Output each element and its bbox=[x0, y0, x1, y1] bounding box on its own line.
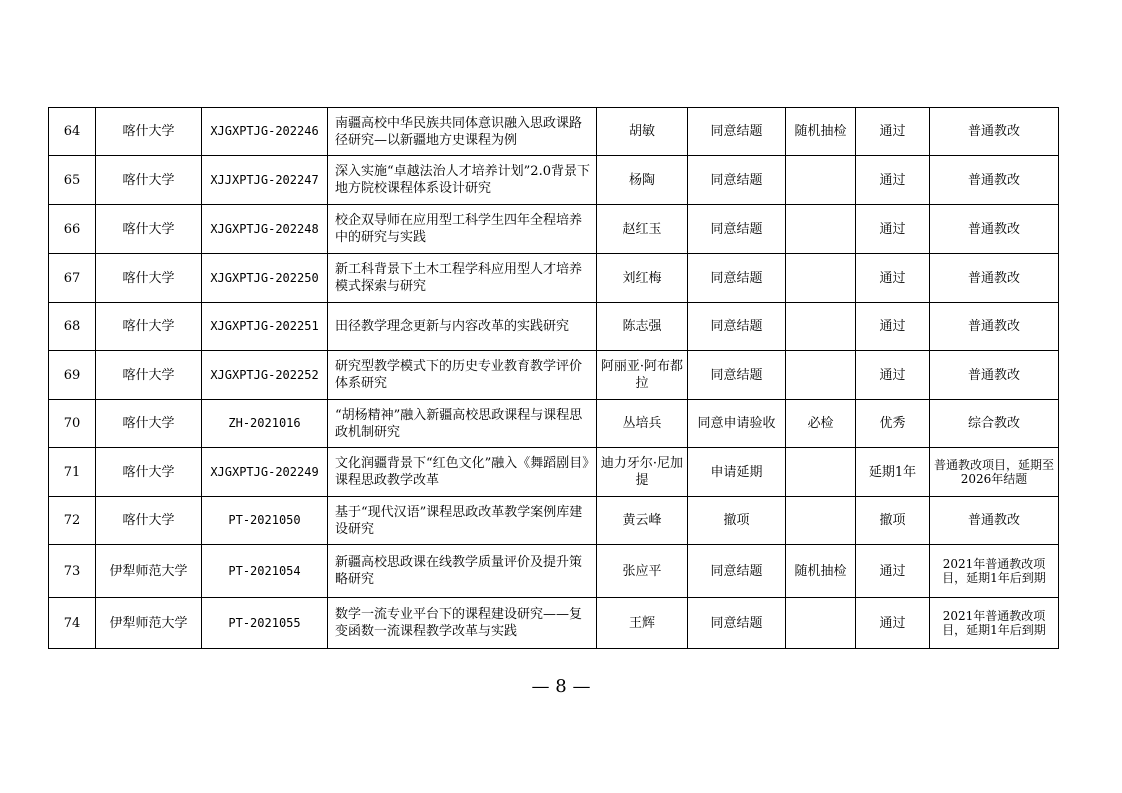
result-cell: 通过 bbox=[856, 156, 930, 205]
table-row bbox=[49, 254, 1059, 303]
note-cell: 普通教改 bbox=[930, 108, 1059, 156]
check-cell: 随机抽检 bbox=[786, 108, 856, 156]
school-cell: 伊犁师范大学 bbox=[96, 545, 202, 598]
opinion-cell: 申请延期 bbox=[688, 448, 786, 497]
opinion-cell: 同意结题 bbox=[688, 254, 786, 303]
opinion-cell: 同意结题 bbox=[688, 108, 786, 156]
result-cell: 优秀 bbox=[856, 400, 930, 448]
result-cell: 通过 bbox=[856, 108, 930, 156]
table-row bbox=[49, 156, 1059, 205]
row-number-cell: 65 bbox=[49, 156, 96, 205]
note-cell: 普通教改 bbox=[930, 351, 1059, 400]
row-number-cell: 68 bbox=[49, 303, 96, 351]
project-code-cell: XJGXPTJG-202250 bbox=[202, 254, 328, 303]
table-row bbox=[49, 448, 1059, 497]
school-cell: 喀什大学 bbox=[96, 303, 202, 351]
check-cell bbox=[786, 497, 856, 545]
leader-cell: 王辉 bbox=[597, 598, 688, 649]
result-cell: 撤项 bbox=[856, 497, 930, 545]
check-cell bbox=[786, 598, 856, 649]
result-cell: 通过 bbox=[856, 254, 930, 303]
check-cell bbox=[786, 303, 856, 351]
school-cell: 喀什大学 bbox=[96, 351, 202, 400]
opinion-cell: 同意结题 bbox=[688, 598, 786, 649]
result-cell: 通过 bbox=[856, 351, 930, 400]
note-cell: 综合教改 bbox=[930, 400, 1059, 448]
project-title-cell: 新工科背景下土木工程学科应用型人才培养模式探索与研究 bbox=[328, 254, 597, 303]
check-cell bbox=[786, 254, 856, 303]
note-cell: 2021年普通教改项目，延期1年后到期 bbox=[930, 598, 1059, 649]
project-title-cell: 基于“现代汉语”课程思政改革教学案例库建设研究 bbox=[328, 497, 597, 545]
check-cell bbox=[786, 205, 856, 254]
project-code-cell: XJGXPTJG-202248 bbox=[202, 205, 328, 254]
project-code-cell: PT-2021055 bbox=[202, 598, 328, 649]
note-cell: 普通教改项目，延期至2026年结题 bbox=[930, 448, 1059, 497]
school-cell: 喀什大学 bbox=[96, 400, 202, 448]
project-table bbox=[48, 107, 1059, 649]
project-code-cell: XJGXPTJG-202246 bbox=[202, 108, 328, 156]
project-code-cell: PT-2021050 bbox=[202, 497, 328, 545]
result-cell: 通过 bbox=[856, 303, 930, 351]
project-code-cell: XJGXPTJG-202249 bbox=[202, 448, 328, 497]
leader-cell: 胡敏 bbox=[597, 108, 688, 156]
note-cell: 普通教改 bbox=[930, 156, 1059, 205]
leader-cell: 刘红梅 bbox=[597, 254, 688, 303]
row-number-cell: 72 bbox=[49, 497, 96, 545]
opinion-cell: 同意结题 bbox=[688, 205, 786, 254]
opinion-cell: 同意结题 bbox=[688, 351, 786, 400]
project-title-cell: 研究型教学模式下的历史专业教育教学评价体系研究 bbox=[328, 351, 597, 400]
leader-cell: 黄云峰 bbox=[597, 497, 688, 545]
check-cell: 必检 bbox=[786, 400, 856, 448]
table-body bbox=[49, 108, 1059, 649]
row-number-cell: 67 bbox=[49, 254, 96, 303]
check-cell: 随机抽检 bbox=[786, 545, 856, 598]
note-cell: 普通教改 bbox=[930, 497, 1059, 545]
school-cell: 喀什大学 bbox=[96, 156, 202, 205]
table-row bbox=[49, 303, 1059, 351]
project-title-cell: 文化润疆背景下“红色文化”融入《舞蹈剧目》课程思政教学改革 bbox=[328, 448, 597, 497]
table-row bbox=[49, 497, 1059, 545]
project-code-cell: ZH-2021016 bbox=[202, 400, 328, 448]
opinion-cell: 同意结题 bbox=[688, 545, 786, 598]
project-code-cell: XJJXPTJG-202247 bbox=[202, 156, 328, 205]
opinion-cell: 同意结题 bbox=[688, 303, 786, 351]
leader-cell: 阿丽亚·阿布都拉 bbox=[597, 351, 688, 400]
row-number-cell: 73 bbox=[49, 545, 96, 598]
result-cell: 通过 bbox=[856, 545, 930, 598]
row-number-cell: 70 bbox=[49, 400, 96, 448]
check-cell bbox=[786, 351, 856, 400]
project-code-cell: XJGXPTJG-202252 bbox=[202, 351, 328, 400]
project-code-cell: PT-2021054 bbox=[202, 545, 328, 598]
project-title-cell: “胡杨精神”融入新疆高校思政课程与课程思政机制研究 bbox=[328, 400, 597, 448]
table-row bbox=[49, 205, 1059, 254]
check-cell bbox=[786, 448, 856, 497]
table-row bbox=[49, 108, 1059, 156]
school-cell: 喀什大学 bbox=[96, 108, 202, 156]
school-cell: 喀什大学 bbox=[96, 497, 202, 545]
table-row bbox=[49, 598, 1059, 649]
page-number: — 8 — bbox=[531, 676, 591, 697]
table-row bbox=[49, 351, 1059, 400]
school-cell: 喀什大学 bbox=[96, 205, 202, 254]
project-title-cell: 数学一流专业平台下的课程建设研究——复变函数一流课程教学改革与实践 bbox=[328, 598, 597, 649]
table-row bbox=[49, 545, 1059, 598]
row-number-cell: 74 bbox=[49, 598, 96, 649]
project-title-cell: 南疆高校中华民族共同体意识融入思政课路径研究—以新疆地方史课程为例 bbox=[328, 108, 597, 156]
row-number-cell: 71 bbox=[49, 448, 96, 497]
leader-cell: 陈志强 bbox=[597, 303, 688, 351]
project-title-cell: 田径教学理念更新与内容改革的实践研究 bbox=[328, 303, 597, 351]
opinion-cell: 同意申请验收 bbox=[688, 400, 786, 448]
school-cell: 喀什大学 bbox=[96, 448, 202, 497]
opinion-cell: 撤项 bbox=[688, 497, 786, 545]
project-code-cell: XJGXPTJG-202251 bbox=[202, 303, 328, 351]
leader-cell: 丛培兵 bbox=[597, 400, 688, 448]
row-number-cell: 64 bbox=[49, 108, 96, 156]
project-title-cell: 新疆高校思政课在线教学质量评价及提升策略研究 bbox=[328, 545, 597, 598]
check-cell bbox=[786, 156, 856, 205]
project-table-container bbox=[48, 107, 1058, 649]
note-cell: 普通教改 bbox=[930, 254, 1059, 303]
table-row bbox=[49, 400, 1059, 448]
leader-cell: 张应平 bbox=[597, 545, 688, 598]
row-number-cell: 66 bbox=[49, 205, 96, 254]
leader-cell: 迪力牙尔·尼加提 bbox=[597, 448, 688, 497]
school-cell: 伊犁师范大学 bbox=[96, 598, 202, 649]
note-cell: 普通教改 bbox=[930, 205, 1059, 254]
result-cell: 延期1年 bbox=[856, 448, 930, 497]
school-cell: 喀什大学 bbox=[96, 254, 202, 303]
leader-cell: 杨陶 bbox=[597, 156, 688, 205]
opinion-cell: 同意结题 bbox=[688, 156, 786, 205]
note-cell: 普通教改 bbox=[930, 303, 1059, 351]
row-number-cell: 69 bbox=[49, 351, 96, 400]
result-cell: 通过 bbox=[856, 205, 930, 254]
result-cell: 通过 bbox=[856, 598, 930, 649]
note-cell: 2021年普通教改项目，延期1年后到期 bbox=[930, 545, 1059, 598]
project-title-cell: 深入实施“卓越法治人才培养计划”2.0背景下地方院校课程体系设计研究 bbox=[328, 156, 597, 205]
leader-cell: 赵红玉 bbox=[597, 205, 688, 254]
project-title-cell: 校企双导师在应用型工科学生四年全程培养中的研究与实践 bbox=[328, 205, 597, 254]
